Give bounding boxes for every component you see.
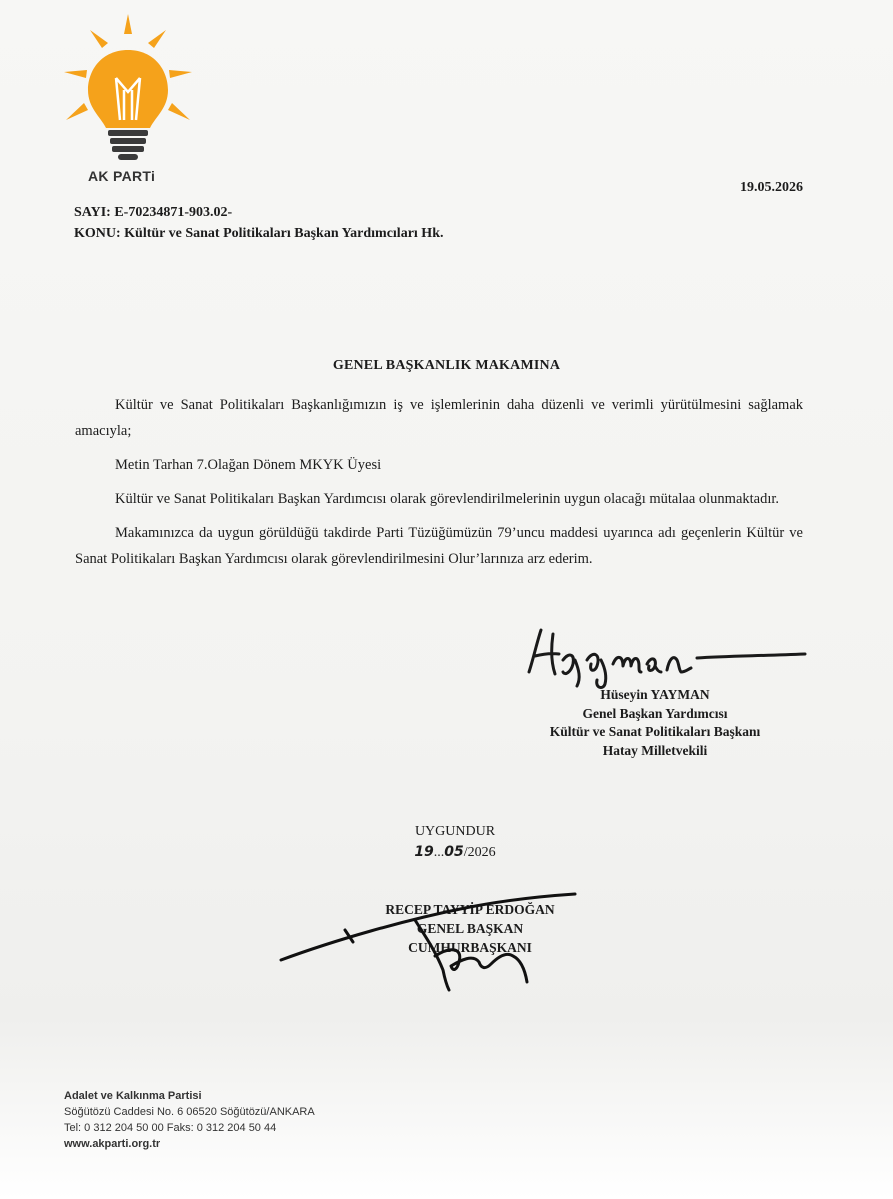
- approval-dots: ...: [433, 845, 445, 860]
- signatory-name: Hüseyin YAYMAN: [600, 687, 710, 702]
- sayi-value: E-70234871-903.02-: [114, 205, 233, 220]
- president-name: RECEP TAYYİP ERDOĞAN: [385, 902, 555, 917]
- paragraph: Metin Tarhan 7.Olağan Dönem MKYK Üyesi: [115, 457, 382, 473]
- president-title: GENEL BAŞKAN: [416, 921, 524, 936]
- yayman-signature: [515, 620, 815, 690]
- signatory-title: Kültür ve Sanat Politikaları Başkanı: [549, 724, 761, 739]
- document-date: 19.05.2026: [740, 180, 803, 195]
- footer-org: Adalet ve Kalkınma Partisi: [64, 1090, 202, 1102]
- erdogan-signature: [275, 890, 595, 1000]
- logo-text: AK PARTi: [88, 168, 156, 184]
- konu-label: KONU:: [74, 226, 121, 241]
- konu-line: [74, 223, 443, 244]
- approval-month: 05: [444, 844, 464, 860]
- signatory-block: [495, 686, 815, 760]
- document-meta: [74, 202, 443, 244]
- approval-year: /2026: [463, 845, 496, 860]
- signatory-title: Hatay Milletvekili: [602, 742, 708, 758]
- footer-phone: Tel: 0 312 204 50 00 Faks: 0 312 204 50 44: [64, 1122, 277, 1134]
- approval-label: UYGUNDUR: [414, 824, 496, 839]
- president-title: CUMHURBAŞKANI: [408, 940, 532, 955]
- lightbulb-icon: [58, 12, 198, 172]
- paragraph: Makamınızca da uygun görüldüğü takdirde Parti Tüzüğümüzün 79’uncu maddesi uyarınca adı geçenlerin Kültür ve Sanat Politikaları Başkan Yardımcısı olarak görevlendirilmesini Olur’larınıza arz ederim.: [75, 525, 803, 567]
- letter-body: [75, 392, 803, 580]
- signatory-title: Genel Başkan Yardımcısı: [582, 705, 728, 721]
- sayi-label: SAYI:: [74, 205, 111, 220]
- footer-website: www.akparti.org.tr: [64, 1138, 161, 1150]
- paragraph: Kültür ve Sanat Politikaları Başkanlığımızın iş ve işlemlerinin daha düzenli ve verimli yürütülmesini sağlamak amacıyla;: [75, 397, 803, 439]
- document-footer: [64, 1088, 315, 1152]
- footer-address: Söğütözü Caddesi No. 6 06520 Söğütözü/ANKARA: [64, 1106, 315, 1118]
- paragraph: Kültür ve Sanat Politikaları Başkan Yardımcısı olarak görevlendirilmelerinin uygun olacağı mütalaa olunmaktadır.: [115, 491, 780, 507]
- konu-value: Kültür ve Sanat Politikaları Başkan Yardımcıları Hk.: [124, 226, 444, 241]
- approval-block: [380, 822, 530, 863]
- approval-date: [380, 842, 530, 863]
- addressee-heading: GENEL BAŞKANLIK MAKAMINA: [332, 358, 561, 373]
- approval-day: 19: [414, 844, 434, 860]
- ak-parti-logo: [58, 12, 198, 187]
- sayi-line: [74, 202, 443, 223]
